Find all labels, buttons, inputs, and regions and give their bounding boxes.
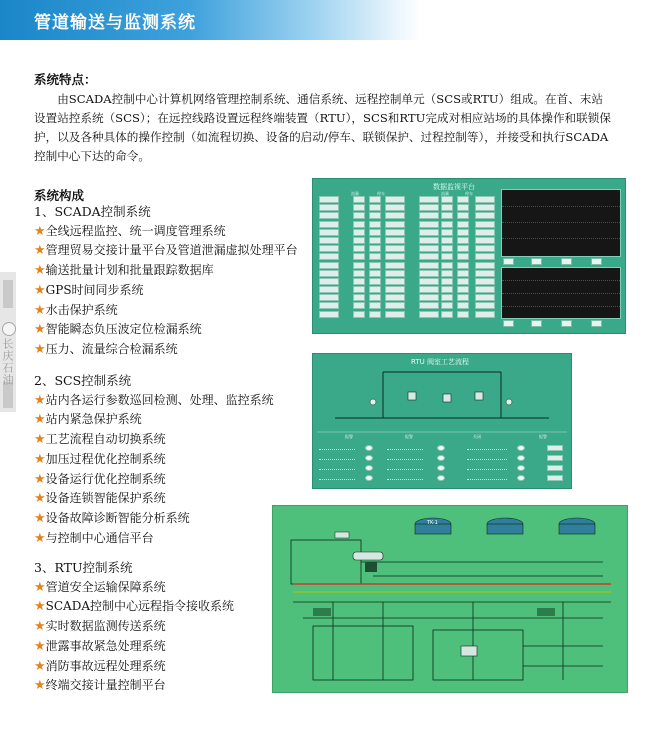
list-item [34,281,298,301]
list-item [34,578,234,598]
monitor-row [317,293,497,301]
list-item [34,450,274,470]
list-item-text: 泄露事故紧急处理系统 [45,638,166,653]
star-icon: ★ [34,678,46,694]
side-vertical-text: 长庆石油 [1,338,14,386]
list-item-text: 与控制中心通信平台 [45,530,154,545]
list-item [34,301,298,321]
trend-chart-panel [501,267,621,319]
list-item-text: 站内紧急保护系统 [45,412,142,427]
column-label: 停车 [377,191,385,196]
list-item [34,597,234,617]
star-icon: ★ [34,510,46,526]
rtu-alarm-row [317,464,567,472]
list-item [34,470,274,490]
features-paragraph: 由SCADA控制中心计算机网络管理控制系统、通信系统、远程控制单元（SCS或RTU）组成。在首、末站设置站控系统（SCS）；在远控线路设置远程终端装置（RTU），SCS和RTU完成对相应站场的具体操作和联锁保护，以及各种具体的操作控制（如流程切换、设备的启动/停车、联锁保护、过程控制等），并接受和执行SCADA控制中心下达的命令。 [34,92,611,163]
alarm-header: 报警 [539,434,547,439]
list-item [34,340,298,360]
alarm-header: 报警 [345,434,353,439]
monitor-row [317,261,497,269]
list-item [34,617,234,637]
list-item-text: 水击保护系统 [45,302,118,317]
star-icon: ★ [34,579,46,595]
monitor-row [317,203,497,211]
company-logo-icon [2,322,16,336]
data-monitor-screenshot [312,178,626,334]
list-item [34,261,298,281]
list-item-text: 输送批量计划和批量跟踪数据库 [45,263,214,278]
star-icon: ★ [34,322,46,338]
list-item [34,657,234,677]
list-item-text: 压力、流量综合检漏系统 [45,341,178,356]
list-item-text: 实时数据监测传送系统 [45,619,166,634]
column-label: 停车 [465,191,473,196]
list-item [34,489,274,509]
monitor-row [317,269,497,277]
star-icon: ★ [34,658,46,674]
chart-controls [501,258,619,264]
rtu-alarm-row [317,444,567,452]
scs-group [34,372,274,548]
star-icon: ★ [34,638,46,654]
list-item-text: 设备运行优化控制系统 [45,471,166,486]
star-icon: ★ [34,243,46,259]
column-label: 流量 [351,191,359,196]
star-icon: ★ [34,341,46,357]
list-item-text: GPS时间同步系统 [45,282,144,297]
star-icon: ★ [34,451,46,467]
alarm-header: 关闭 [473,434,481,439]
list-item [34,676,234,696]
list-item-text: 设备连锁智能保护系统 [45,491,166,506]
list-item [34,320,298,340]
list-item [34,509,274,529]
process-flow-diagram [273,506,627,692]
list-item-text: 加压过程优化控制系统 [45,451,166,466]
list-item [34,410,274,430]
monitor-table [317,195,497,318]
page-title: 管道输送与监测系统 [34,13,196,33]
list-item-text: 站内各运行参数巡回检测、处理、监控系统 [45,392,274,407]
star-icon: ★ [34,471,46,487]
list-item [34,391,274,411]
rtu-alarm-row [317,474,567,482]
group-title: 1、SCADA控制系统 [34,204,151,219]
header-banner [0,0,420,40]
list-item-text: 设备故障诊断智能分析系统 [45,510,190,525]
star-icon: ★ [34,412,46,428]
list-item-text: 终端交接计量控制平台 [45,678,166,693]
column-label: 流量 [441,191,449,196]
star-icon: ★ [34,223,46,239]
star-icon: ★ [34,432,46,448]
star-icon: ★ [34,392,46,408]
monitor-row [317,220,497,228]
tank-label: TK-1 [427,520,438,526]
list-item [34,637,234,657]
star-icon: ★ [34,599,46,615]
monitor-row [317,252,497,260]
monitor-row [317,310,497,318]
scada-group [34,203,298,360]
side-bar [3,280,13,308]
monitor-row [317,301,497,309]
process-diagram-screenshot [272,505,628,693]
list-item-text: 管道安全运输保障系统 [45,579,166,594]
list-item [34,430,274,450]
list-item [34,222,298,242]
screen-title: RTU 阀室工艺流程 [411,358,469,366]
rtu-alarm-row [317,454,567,462]
star-icon: ★ [34,302,46,318]
monitor-row [317,285,497,293]
monitor-row [317,195,497,203]
star-icon: ★ [34,282,46,298]
list-item-text: 消防事故远程处理系统 [45,658,166,673]
star-icon: ★ [34,619,46,635]
list-item-text: 全线远程监控、统一调度管理系统 [45,223,226,238]
screen-title: 数据监视平台 [433,183,475,191]
list-item-text: 智能瞬态负压波定位检漏系统 [45,322,202,337]
monitor-row [317,211,497,219]
rtu-flow-screenshot [312,353,572,489]
monitor-row [317,244,497,252]
list-item-text: 工艺流程自动切换系统 [45,432,166,447]
trend-chart-panel [501,189,621,257]
star-icon: ★ [34,491,46,507]
alarm-header: 报警 [405,434,413,439]
rtu-group [34,559,234,696]
star-icon: ★ [34,263,46,279]
monitor-row [317,236,497,244]
monitor-row [317,228,497,236]
group-title: 3、RTU控制系统 [34,560,133,575]
list-item-text: SCADA控制中心远程指令接收系统 [45,599,235,614]
composition-heading: 系统构成 [34,188,85,203]
list-item-text: 管理贸易交接计量平台及管道泄漏虚拟处理平台 [45,243,298,258]
features-heading: 系统特点： [34,72,97,87]
group-title: 2、SCS控制系统 [34,373,132,388]
star-icon: ★ [34,530,46,546]
list-item [34,529,274,549]
monitor-row [317,277,497,285]
chart-controls [501,320,619,326]
list-item [34,241,298,261]
